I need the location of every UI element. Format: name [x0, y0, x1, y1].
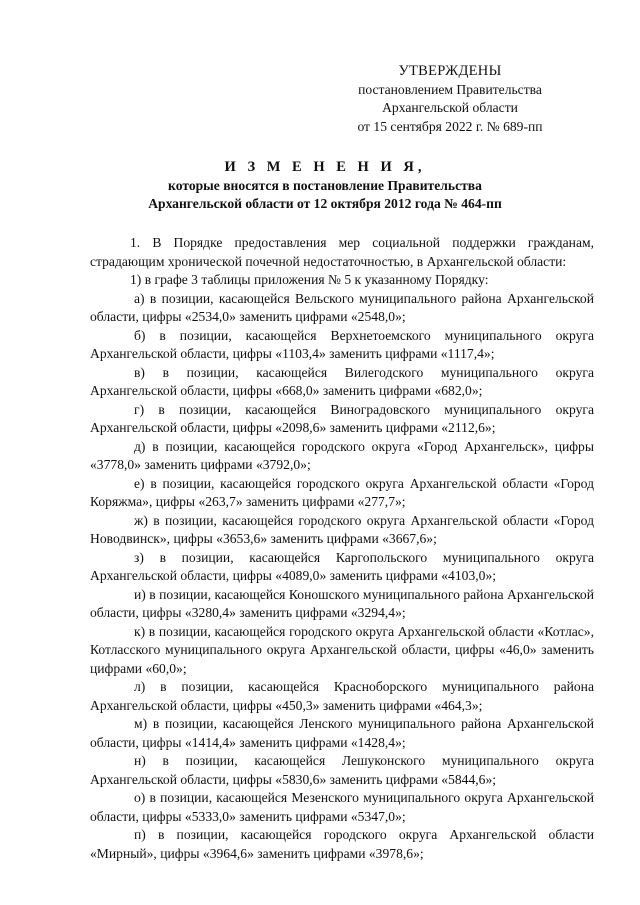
list-item-k: к) в позиции, касающейся городского округа Архангельской области «Котлас», Котласского муниципального округа Архангельской области, цифры «46,0» заменить цифрами «60,0»;	[90, 623, 594, 676]
approval-line-1: постановлением Правительства	[358, 81, 542, 97]
list-item-m: м) в позиции, касающейся Ленского муниципального района Архангельской области, цифры «1414,4» заменить цифрами «1428,4»;	[90, 716, 594, 750]
document-body	[90, 234, 594, 863]
list-item-zh: ж) в позиции, касающейся городского округа Архангельской области «Город Новодвинск», цифры «3653,6» заменить цифрами «3667,6»;	[90, 512, 594, 546]
paragraph-intro: 1. В Порядке предоставления мер социальной поддержки гражданам, страдающим хронической почечной недостаточностью, в Архангельской области:	[90, 235, 594, 269]
document-title	[70, 158, 580, 214]
list-item-a: а) в позиции, касающейся Вельского муниципального района Архангельской области, цифры «2534,0» заменить цифрами «2548,0»;	[90, 290, 594, 324]
title-line-1: которые вносятся в постановление Правительства	[168, 177, 482, 193]
list-item-n: н) в позиции, касающейся Лешуконского муниципального округа Архангельской области, цифры «5830,6» заменить цифрами «5844,6»;	[90, 753, 594, 787]
paragraph-subsection: 1) в графе 3 таблицы приложения № 5 к указанному Порядку:	[130, 272, 489, 287]
list-item-i: и) в позиции, касающейся Коношского муниципального района Архангельской области, цифры «3280,4» заменить цифрами «3294,4»;	[90, 586, 594, 620]
approval-heading: УТВЕРЖДЕНЫ	[398, 63, 502, 79]
list-item-z: з) в позиции, касающейся Каргопольского муниципального округа Архангельской области, цифры «4089,0» заменить цифрами «4103,0»;	[90, 549, 594, 583]
approval-stamp	[320, 62, 580, 136]
list-item-b: б) в позиции, касающейся Верхнетоемского муниципального округа Архангельской области, цифры «1103,4» заменить цифрами «1117,4»;	[90, 327, 594, 361]
list-item-l: л) в позиции, касающейся Красноборского муниципального района Архангельской области, цифры «450,3» заменить цифрами «464,3»;	[90, 679, 594, 713]
list-item-p: п) в позиции, касающейся городского округа Архангельской области «Мирный», цифры «3964,6» заменить цифрами «3978,6»;	[90, 827, 594, 861]
list-item-e: е) в позиции, касающейся городского округа Архангельской области «Город Коряжма», цифры «263,7» заменить цифрами «277,7»;	[90, 475, 594, 509]
list-item-g: г) в позиции, касающейся Виноградовского муниципального округа Архангельской области, цифры «2098,6» заменить цифрами «2112,6»;	[90, 401, 594, 435]
list-item-o: о) в позиции, касающейся Мезенского муниципального округа Архангельской области, цифры «5333,0» заменить цифрами «5347,0»;	[90, 790, 594, 824]
approval-line-3: от 15 сентября 2022 г. № 689-пп	[357, 118, 543, 134]
title-main: И З М Е Н Е Н И Я,	[224, 159, 426, 175]
approval-line-2: Архангельской области	[382, 100, 518, 115]
title-line-2: Архангельской области от 12 октября 2012 года № 464-пп	[148, 196, 502, 211]
list-item-d: д) в позиции, касающейся городского округа «Город Архангельск», цифры «3778,0» заменить цифрами «3792,0»;	[90, 438, 594, 472]
list-item-v: в) в позиции, касающейся Вилегодского муниципального округа Архангельской области, цифры «668,0» заменить цифрами «682,0»;	[90, 364, 594, 398]
